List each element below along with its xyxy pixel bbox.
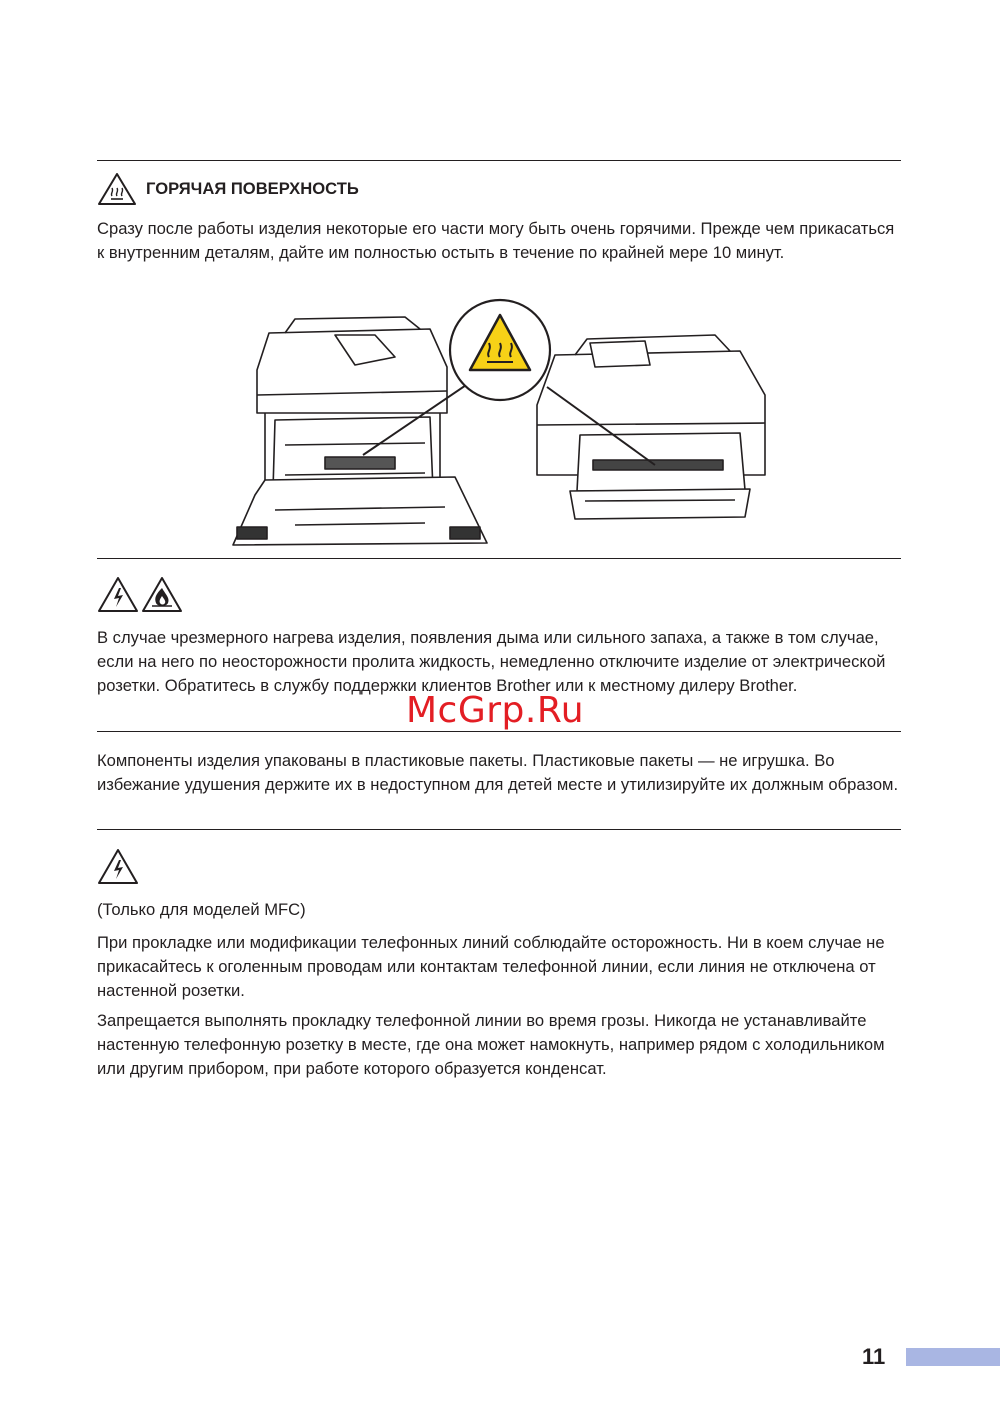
divider [97,829,901,830]
divider [97,160,901,161]
packaging-text: Компоненты изделия упакованы в пластиковые пакеты. Пластиковые пакеты — не игрушка. Во избежание удушения держите их в недоступном для детей месте и утилизируйте их должным образом. [97,751,899,794]
electric-shock-warning-icon [97,576,139,614]
fire-warning-icon [141,576,183,614]
mfc-only-note: (Только для моделей MFC) [97,900,306,919]
thunderstorm-text: Запрещается выполнять прокладку телефонной линии во время грозы. Никогда не устанавливайте настенную телефонную розетку в месте, где она может намокнуть, например рядом с холодильником или другим прибором, при работе которого образуется конденсат. [97,1011,885,1078]
hot-surface-heading: ГОРЯЧАЯ ПОВЕРХНОСТЬ [146,179,359,198]
watermark: McGrp.Ru [406,690,585,731]
phone-line-text: При прокладке или модификации телефонных линий соблюдайте осторожность. Ни в коем случае не прикасайтесь к оголенным проводам или контактам телефонной линии, если линия не отключена от настенной розетки. [97,933,885,1000]
page-number: 11 [862,1344,886,1369]
divider [97,558,901,559]
page-tab-accent [906,1348,1000,1366]
hot-surface-text: Сразу после работы изделия некоторые его части могу быть очень горячими. Прежде чем прикасаться к внутренним деталям, дайте им полностью остыть в течение по крайней мере 10 минут. [97,219,895,262]
divider [97,731,901,732]
printer-hot-parts-illustration [225,295,785,555]
fire-warning-text: В случае чрезмерного нагрева изделия, появления дыма или сильного запаха, а также в том случае, если на него по неосторожности пролита жидкость, немедленно отключите изделие от электрической розетки. Обратитесь в службу поддержки клиентов Brother или к местному дилеру Brother. [97,628,886,695]
hot-surface-warning-icon [97,172,137,206]
electric-shock-warning-icon [97,848,139,886]
